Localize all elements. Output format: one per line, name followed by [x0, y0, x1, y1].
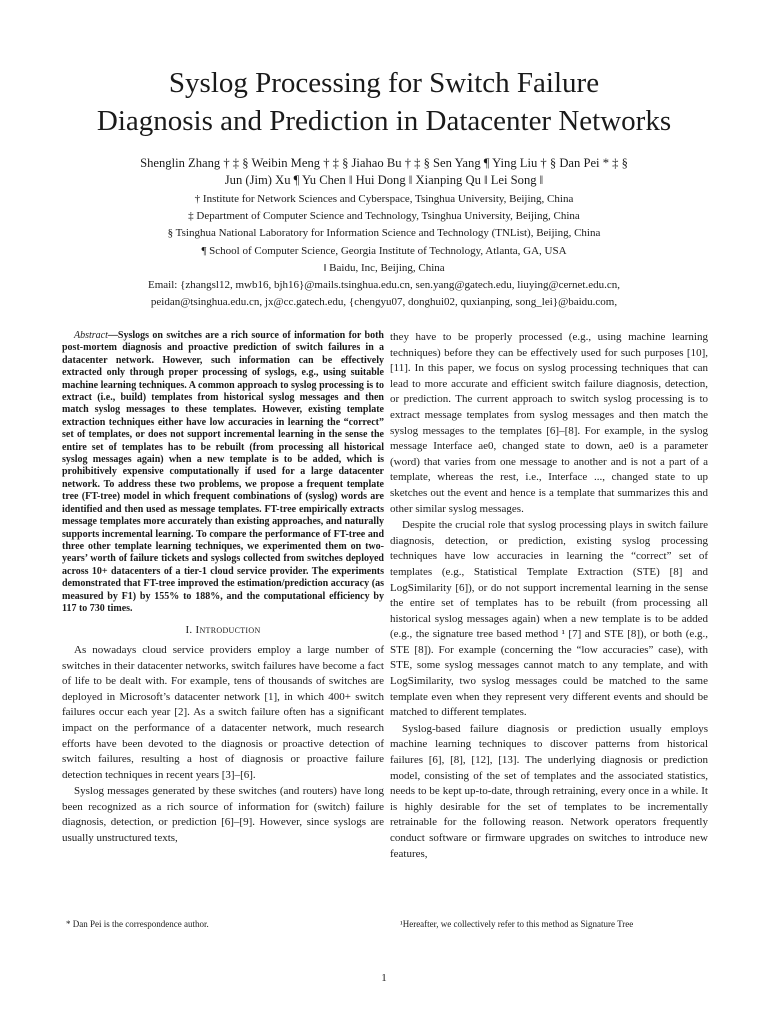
abstract: [62, 330, 384, 615]
email-line-1: Email: {zhangsl12, mwb16, bjh16}@mails.tsinghua.edu.cn, sen.yang@gatech.edu, liuying@cernet.edu.cn,: [148, 279, 620, 292]
author-line-2: Jun (Jim) Xu ¶ Yu Chen ‖ Hui Dong ‖ Xianping Qu ‖ Lei Song ‖: [224, 173, 544, 187]
right-column: [390, 330, 708, 863]
paper-title: [40, 64, 728, 140]
footnote-corresponding-author: * Dan Pei is the correspondence author.: [66, 919, 209, 929]
affiliation-1: † Institute for Network Sciences and Cyberspace, Tsinghua University, Beijing, China: [194, 193, 574, 205]
section-heading-introduction: I. Introduction: [185, 624, 261, 637]
right-paragraph-3: Syslog-based failure diagnosis or prediction usually employs machine learning techniques to discover patterns from historical failures [6], [8], [12], [13]. The underlying diagnosis or prediction model, consisting of the set of templates and the associated statistics, needs to be kept up-to-date, through retraining, every once in a while. It is highly desirable for the set of templates to be incrementally retrainable for the following reason. Network operators frequently conduct software or firmware upgrades on switches to introduce new features,: [390, 722, 708, 860]
right-paragraph-2: Despite the crucial role that syslog processing plays in switch failure diagnosis, detection, or prediction, existing syslog processing techniques have low accuracies in learning the “correct” set of templates (e.g., Statistical Template Extraction (STE) [8] and LogSimilarity [6]), or do not support incremental learning in the sense the entire set of templates has to be rebuilt (from processing all historical syslog messages again) when a new template is to be added (e.g., the signature tree based method ¹ [7] and STE [8]), or both (e.g., STE [8]). For example (concerning the “low accuracies” case), with STE, some syslog messages cannot match to any template, and with LogSimilarity, two syslog messages could be matched to the same template even when they represent very different events and should be matched to different templates.: [390, 519, 708, 719]
page-number: 1: [381, 972, 387, 984]
author-list: [40, 155, 728, 189]
affiliation-2: ‡ Department of Computer Science and Technology, Tsinghua University, Beijing, China: [188, 210, 580, 223]
affiliation-list: [40, 191, 728, 311]
abstract-body: —Syslogs on switches are a rich source of information for both post-mortem diagnosis and proactive prediction of switch failures in a datacenter network. However, such information can be effectively extracted only through proper processing of syslogs, e.g., using suitable machine learning techniques. A common approach to syslog processing is to extract (i.e., build) templates from historical syslog messages and then match syslog messages to these templates. However, existing template extraction techniques either have low accuracies in learning the “correct” set of templates, or does not support incremental learning in the sense the entire set of templates has to be rebuilt (from processing all historical syslog messages again) when a new template is to be added, which is prohibitively expensive computationally if used for a large datacenter network. To address these two problems, we propose a frequent template tree (FT-tree) model in which frequent combinations of (syslog) words are identified and then used as message templates. FT-tree empirically extracts message templates more accurately than existing approaches, and naturally supports incremental learning. To compare the performance of FT-tree and three other template learning techniques, we experimented them on two-years’ worth of failure tickets and syslogs collected from switches deployed across 10+ datacenters of a tier-1 cloud service provider. The experiments demonstrated that FT-tree improved the estimation/prediction accuracy (as measured by F1) by 155% to 188%, and the computational efficiency by 117 to 730 times.: [62, 330, 384, 614]
intro-paragraph-2: Syslog messages generated by these switches (and routers) have long been recognized as a rich source of information for (switch) failure diagnosis, detection, or prediction [6]–[9]. However, since syslogs are usually unstructured texts,: [62, 785, 384, 845]
email-line-2: peidan@tsinghua.edu.cn, jx@cc.gatech.edu, {chengyu07, donghui02, quxianping, song_lei}@baidu.com,: [150, 296, 618, 309]
affiliation-4: ¶ School of Computer Science, Georgia Institute of Technology, Atlanta, GA, USA: [201, 244, 567, 257]
affiliation-3: § Tsinghua National Laboratory for Information Science and Technology (TNList), Beijing, China: [167, 227, 601, 240]
affiliation-5: ‖ Baidu, Inc, Beijing, China: [323, 261, 445, 274]
intro-paragraph-1: As nowadays cloud service providers employ a large number of switches in their datacenter networks, switch failures have become a fact of life to be dealt with. For example, tens of thousands of switches are deployed in Microsoft’s datacenter network [1], in which 400+ switch failures occur each year [2]. As a switch failure often has a significant impact on the performance of a datacenter network, much research efforts have been devoted to the diagnosis or proactive detection of switch failures, resulting a host of diagnosis or proactive failure detection techniques in recent years [3]–[6].: [62, 643, 384, 781]
title-line-1: Syslog Processing for Switch Failure: [168, 67, 600, 99]
left-column: [62, 330, 384, 848]
author-line-1: Shenglin Zhang † ‡ § Weibin Meng † ‡ § Jiahao Bu † ‡ § Sen Yang ¶ Ying Liu † § Dan Pei * ‡ §: [140, 156, 628, 170]
title-line-2: Diagnosis and Prediction in Datacenter Networks: [96, 105, 672, 137]
abstract-lead: Abstract: [74, 330, 108, 341]
right-paragraph-1: they have to be properly processed (e.g., using machine learning techniques) before they can be effectively used for such purposes [10], [11]. In this paper, we focus on syslog processing techniques that can lead to more accurate and efficient switch failure diagnosis, detection, or prediction. The current approach to switch syslog processing is to extract message templates from syslog messages and then match the syslog messages to the templates [6]–[8]. For example, in the syslog message Interface ae0, changed state to down, ae0 is a parameter (word) that varies from one message to another and is not a part of a template, whereas the rest, i.e., Interface ..., changed state to up sketches out the event and hence is a template that summarizes this and other similar syslog messages.: [390, 331, 708, 515]
footnote-signature-tree: ¹Hereafter, we collectively refer to this method as Signature Tree: [400, 919, 634, 929]
